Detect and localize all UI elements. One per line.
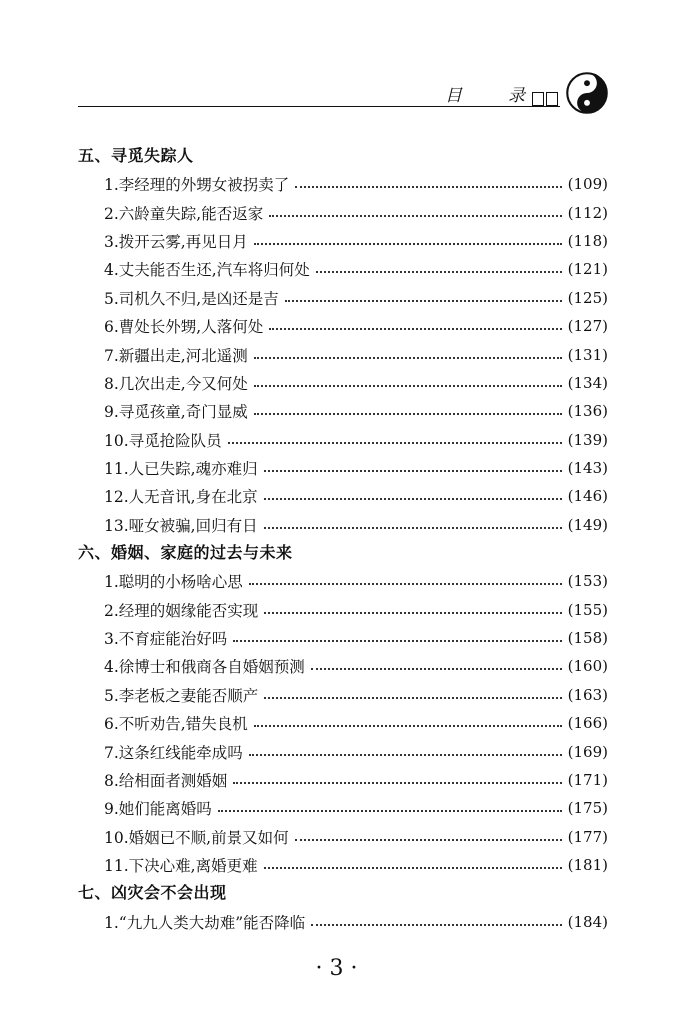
entry-page-number: (171) xyxy=(567,771,608,789)
toc-entry xyxy=(78,170,608,198)
dot-leader xyxy=(264,867,562,869)
entry-title: 7.这条红线能牵成吗 xyxy=(104,743,243,762)
toc-entry xyxy=(78,397,608,425)
entry-title: 3.拨开云雾,再见日月 xyxy=(104,232,248,251)
entry-title: 5.李老板之妻能否顺产 xyxy=(104,686,259,705)
header-box xyxy=(532,92,544,106)
entry-title: 4.丈夫能否生还,汽车将归何处 xyxy=(104,261,310,280)
dot-leader xyxy=(264,527,562,529)
toc-entry xyxy=(78,595,608,623)
entry-page-number: (155) xyxy=(567,600,608,619)
entry-page-number: (160) xyxy=(567,657,608,676)
toc-entry xyxy=(78,227,608,255)
toc-entry xyxy=(78,851,608,879)
dot-leader xyxy=(254,357,562,359)
entry-page-number: (149) xyxy=(567,515,608,534)
toc-entry xyxy=(78,340,608,368)
dot-leader xyxy=(218,810,562,812)
entry-title: 9.她们能离婚吗 xyxy=(104,800,212,819)
entry-page-number: (118) xyxy=(567,231,608,250)
entry-title: 1.“九九人类大劫难”能否降临 xyxy=(104,913,306,932)
toc-entry xyxy=(78,907,608,935)
toc-entry xyxy=(78,709,608,737)
section-heading: 五、寻觅失踪人 xyxy=(78,146,194,165)
dot-leader xyxy=(254,385,562,387)
header-boxes xyxy=(532,92,558,106)
toc-entry xyxy=(78,511,608,539)
dot-leader xyxy=(264,498,562,500)
section-heading: 六、婚姻、家庭的过去与未来 xyxy=(78,543,293,563)
toc-entry xyxy=(78,312,608,340)
entry-title: 8.几次出走,今又何处 xyxy=(104,374,248,393)
dot-leader xyxy=(269,328,561,330)
entry-page-number: (158) xyxy=(567,629,608,648)
entry-page-number: (136) xyxy=(567,402,608,421)
entry-title: 1.李经理的外甥女被拐卖了 xyxy=(104,176,290,195)
entry-title: 6.曹处长外甥,人落何处 xyxy=(104,318,264,337)
entry-page-number: (175) xyxy=(567,799,608,818)
entry-title: 12.人无音讯,身在北京 xyxy=(104,488,258,507)
entry-page-number: (139) xyxy=(567,430,608,449)
entry-page-number: (131) xyxy=(567,345,608,364)
toc-entry xyxy=(78,766,608,794)
yin-yang-icon xyxy=(566,72,608,114)
dot-leader xyxy=(249,583,562,585)
dot-leader xyxy=(295,839,562,841)
toc-entry xyxy=(78,737,608,765)
toc-entry xyxy=(78,198,608,226)
entry-title: 11.下决心难,离婚更难 xyxy=(104,857,258,876)
entry-page-number: (109) xyxy=(567,175,608,194)
toc-entry xyxy=(78,482,608,510)
entry-page-number: (169) xyxy=(567,742,608,761)
entry-title: 10.婚姻已不顺,前景又如何 xyxy=(104,828,289,847)
dot-leader xyxy=(228,442,562,444)
entry-title: 3.不育症能治好吗 xyxy=(104,630,228,649)
entry-page-number: (121) xyxy=(567,260,608,279)
entry-title: 5.司机久不归,是凶还是吉 xyxy=(104,289,279,308)
entry-title: 9.寻觅孩童,奇门显威 xyxy=(104,403,248,422)
toc-entry xyxy=(78,369,608,397)
dot-leader xyxy=(254,725,562,727)
entry-page-number: (163) xyxy=(567,685,608,704)
entry-page-number: (153) xyxy=(567,572,608,591)
entry-title: 10.寻觅抢险队员 xyxy=(104,431,222,450)
dot-leader xyxy=(233,640,561,642)
section-heading: 七、凶灾会不会出现 xyxy=(78,883,227,903)
dot-leader xyxy=(254,243,562,245)
toc-entry xyxy=(78,255,608,283)
entry-page-number: (134) xyxy=(567,373,608,392)
entry-title: 13.哑女被骗,回归有日 xyxy=(104,516,258,535)
running-header-title xyxy=(445,82,525,106)
entry-title: 1.聪明的小杨啥心思 xyxy=(104,573,243,592)
page-number: · 3 · xyxy=(315,956,358,981)
dot-leader xyxy=(233,782,561,784)
dot-leader xyxy=(264,470,562,472)
toc-entry xyxy=(78,454,608,482)
dot-leader xyxy=(311,924,562,926)
toc-entry xyxy=(78,794,608,822)
header-box xyxy=(546,92,558,106)
dot-leader xyxy=(285,300,562,302)
entry-title: 2.六龄童失踪,能否返家 xyxy=(104,204,264,223)
entry-page-number: (166) xyxy=(567,714,608,733)
entry-title: 2.经理的姻缘能否实现 xyxy=(104,601,259,620)
header-title-char-1: 目 xyxy=(445,86,462,106)
entry-title: 11.人已失踪,魂亦难归 xyxy=(104,460,258,479)
entry-page-number: (181) xyxy=(567,856,608,875)
toc-entry xyxy=(78,284,608,312)
entry-page-number: (146) xyxy=(567,487,608,506)
toc-entry xyxy=(78,823,608,851)
dot-leader xyxy=(316,271,562,273)
header-title-char-2: 录 xyxy=(508,86,525,106)
dot-leader xyxy=(269,215,561,217)
dot-leader xyxy=(254,413,562,415)
entry-title: 4.徐博士和俄商各自婚姻预测 xyxy=(104,658,305,677)
toc-entry xyxy=(78,624,608,652)
dot-leader xyxy=(311,668,562,670)
toc-entry xyxy=(78,681,608,709)
entry-page-number: (184) xyxy=(567,912,608,931)
header-rule xyxy=(78,106,560,107)
entry-page-number: (112) xyxy=(567,203,608,222)
toc-entry xyxy=(78,652,608,680)
dot-leader xyxy=(264,612,561,614)
toc-entry xyxy=(78,426,608,454)
entry-page-number: (177) xyxy=(567,827,608,846)
dot-leader xyxy=(264,697,561,699)
entry-title: 8.给相面者测婚姻 xyxy=(104,772,228,790)
entry-page-number: (127) xyxy=(567,317,608,336)
dot-leader xyxy=(295,186,561,188)
entry-page-number: (125) xyxy=(567,288,608,307)
toc-entry xyxy=(78,567,608,595)
table-of-contents xyxy=(78,142,608,936)
dot-leader xyxy=(249,754,562,756)
entry-title: 7.新疆出走,河北遥测 xyxy=(104,346,248,365)
entry-page-number: (143) xyxy=(567,459,608,478)
entry-title: 6.不听劝告,错失良机 xyxy=(104,715,248,734)
